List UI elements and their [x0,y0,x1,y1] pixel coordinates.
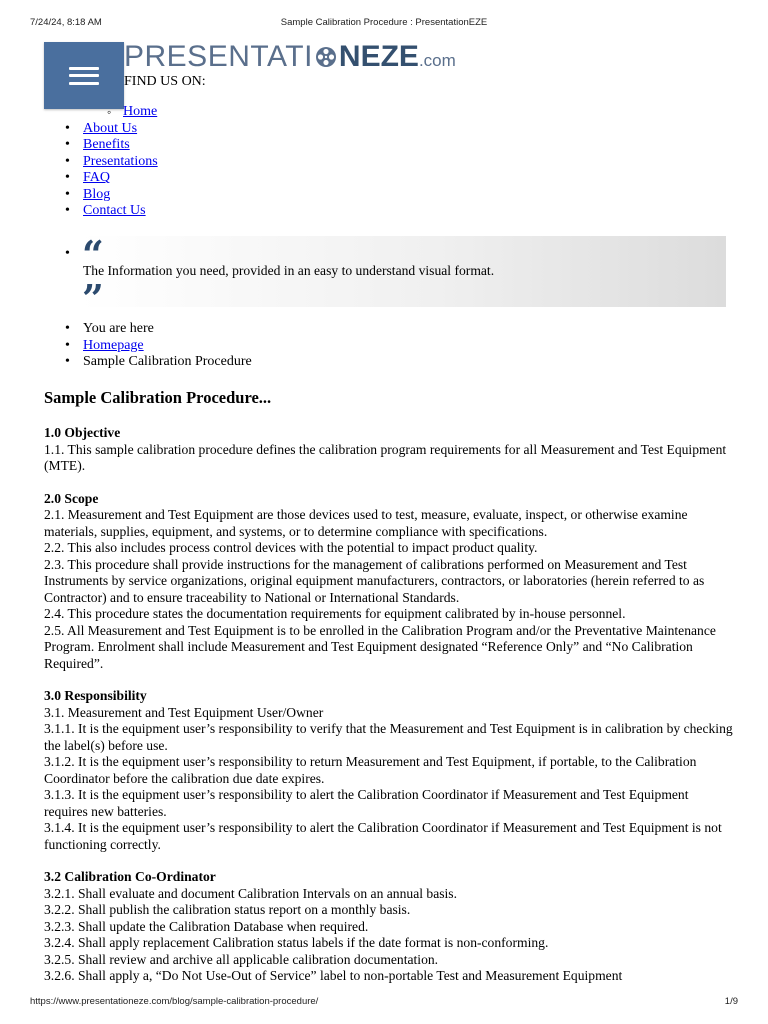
find-us-label: FIND US ON: [124,74,206,89]
nav-item-about [44,121,158,138]
section-line: 1.1. This sample calibration procedure defines the calibration program requirements for all Measurement and Test Equipment (MTE). [44,441,727,473]
print-page-number: 1/9 [724,996,738,1007]
section-line: 3.2.1. Shall evaluate and document Calibration Intervals on an annual basis. [44,885,457,901]
open-quote-icon: “ [82,232,104,277]
tagline-banner [44,232,726,321]
article-content [44,388,734,1001]
print-page-title: Sample Calibration Procedure : PresentationEZE [280,17,488,28]
section-line: 3.2.6. Shall apply a, “Do Not Use-Out of Service” label to non-portable Test and Measurement Equipment [44,968,623,983]
article-title: Sample Calibration Procedure... [44,388,272,407]
section-line: 2.2. This also includes process control devices with the potential to impact product quality. [44,540,538,555]
nav-link-faq[interactable]: FAQ [83,170,110,185]
print-url: https://www.presentationeze.com/blog/sample-calibration-procedure/ [30,996,319,1007]
section-line: 2.4. This procedure states the documentation requirements for equipment calibrated by in-house personnel. [44,606,626,621]
main-nav [44,104,158,220]
nav-item-faq [44,170,158,187]
section-line: 3.2.3. Shall update the Calibration Database when required. [44,918,369,934]
section-line: 3.1.1. It is the equipment user’s responsibility to verify that the Measurement and Test Equipment is in calibration by checking the label(s) before use. [44,721,733,753]
nav-link-contact-us[interactable]: Contact Us [83,203,146,218]
close-quote-icon: ” [82,276,104,321]
nav-link-blog[interactable]: Blog [83,186,111,202]
print-footer [0,996,768,1010]
section-line: 3.1.3. It is the equipment user’s responsibility to alert the Calibration Coordinator if Measurement and Test Equipment requires new batteries. [44,787,689,819]
section-heading: 3.0 Responsibility [44,688,147,703]
section-line: 3.2.5. Shall review and archive all applicable calibration documentation. [44,951,439,967]
section-line: 3.1.2. It is the equipment user’s responsibility to return Measurement and Test Equipment, if portable, to the Calibration Coordinator before the calibration due date expires. [44,754,697,786]
print-header [0,17,768,31]
hamburger-menu-icon [69,67,99,85]
section-responsibility [44,688,734,853]
section-line: 2.3. This procedure shall provide instructions for the management of calibrations performed on Measurement and Test Instruments by service organizations, original equipment manufacturers, contractors, or laboratories (herein referred to as Contractor) and to ensure traceability to National or International Standards. [44,556,705,605]
section-line: 2.5. All Measurement and Test Equipment is to be enrolled in the Calibration Program and/or the Preventative Maintenance Program. Enrolment shall include Measurement and Test Equipment designated “Reference Only” and “No Calibration Required”. [44,622,716,671]
section-heading: 2.0 Scope [44,490,99,506]
breadcrumb [44,321,252,371]
breadcrumb-link-homepage[interactable]: Homepage [83,337,144,353]
nav-item-home [44,104,158,121]
section-line: 3.2.2. Shall publish the calibration status report on a monthly basis. [44,902,411,917]
nav-link-home[interactable]: Home [123,104,158,119]
tagline-bullet: • [65,246,70,261]
tagline-text: The Information you need, provided in an easy to understand visual format. [83,263,495,278]
nav-link-about-us[interactable]: About Us [83,120,138,136]
logo-text-presentati: PRESENTATI [124,40,313,73]
section-line: 3.1. Measurement and Test Equipment User/Owner [44,704,324,720]
section-line: 3.1.4. It is the equipment user’s responsibility to alert the Calibration Coordinator if Measurement and Test Equipment is not functioning correctly. [44,820,722,852]
section-objective [44,425,734,475]
logo-text-neze: NEZE [338,40,419,73]
menu-toggle-button[interactable] [44,42,124,109]
section-scope [44,491,734,673]
print-datetime: 7/24/24, 8:18 AM [30,17,102,28]
nav-item-blog [44,187,158,204]
nav-item-benefits [44,137,158,154]
section-calibration-coordinator [44,869,734,985]
section-heading: 3.2 Calibration Co-Ordinator [44,869,216,884]
nav-link-benefits[interactable]: Benefits [83,137,130,152]
section-line: 3.2.4. Shall apply replacement Calibration status labels if the date format is non-conforming. [44,935,549,950]
site-logo[interactable] [124,40,456,76]
nav-item-contact [44,203,158,220]
nav-item-presentations [44,154,158,171]
logo-text-com: .com [418,51,456,70]
section-line: 2.1. Measurement and Test Equipment are those devices used to test, measure, evaluate, inspect, or otherwise examine materials, supplies, equipment, and systems, or to determine compliance with specifications. [44,507,688,539]
breadcrumb-you-are-here: • You are here [44,321,252,338]
nav-link-presentations[interactable]: Presentations [83,153,158,169]
film-reel-icon [315,46,337,68]
breadcrumb-item-homepage [44,338,252,355]
breadcrumb-current: • Sample Calibration Procedure [44,354,252,371]
section-heading: 1.0 Objective [44,425,121,440]
